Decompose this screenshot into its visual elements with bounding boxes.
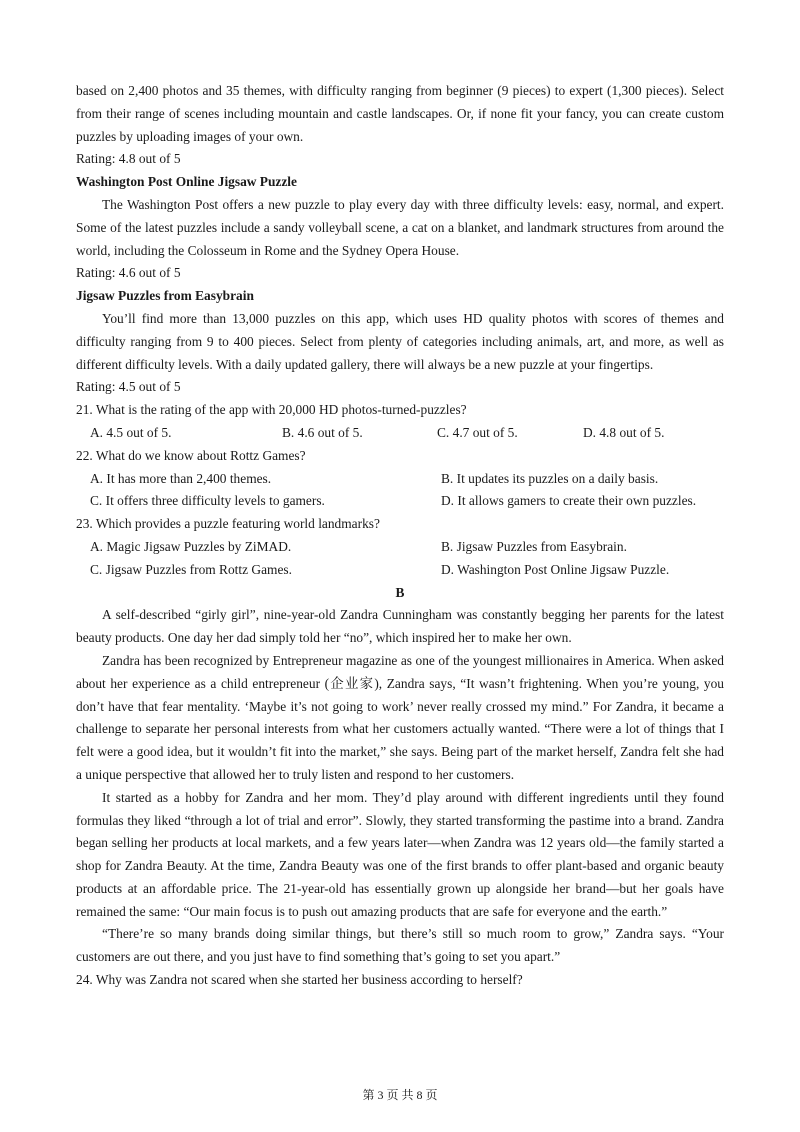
app-title: Washington Post Online Jigsaw Puzzle (76, 174, 297, 190)
option-d: D. Washington Post Online Jigsaw Puzzle. (441, 561, 670, 577)
option-b: B. It updates its puzzles on a daily basis. (441, 470, 659, 486)
option-a: A. It has more than 2,400 themes. (90, 470, 272, 486)
question-23-options-row2 (76, 559, 724, 582)
option-b: B. Jigsaw Puzzles from Easybrain. (441, 538, 627, 554)
question-22-options-row2 (76, 490, 724, 513)
option-a: A. 4.5 out of 5. (90, 424, 172, 440)
option-d: D. It allows gamers to create their own puzzles. (441, 493, 697, 509)
app-description: You’ll find more than 13,000 puzzles on this app, which uses HD quality photos with scores of themes and difficulty ranging from 9 to 400 pieces. Select from plenty of categories including animals, art, and more, as well as different difficulty levels. With a daily updated gallery, there will always be a new puzzle at your fingertips. (76, 310, 724, 372)
passage-paragraph: Zandra has been recognized by Entrepreneur magazine as one of the youngest millionaires in America. When asked about her experience as a child entrepreneur (企业家), Zandra says, “It wasn’t frightening. When you’re young, you don’t have that fear mentality. ‘Maybe it’s not going to work’ never really crossed my mind.” For Zandra, it became a challenge to separate her personal interests from what her customers actually wanted. “There were a lot of things that I felt were a good idea, but it wouldn’t fit into the market,” she says. Being part of the market herself, Zandra felt she had a unique perspective that allowed her to truly listen and respond to her customers. (76, 652, 724, 782)
question-21-options (76, 422, 724, 445)
passage-paragraph: “There’re so many brands doing similar things, but there’s still so much room to grow,” Zandra says. “Your customers are out there, and you just have to find something that’s going to set you apart.” (76, 926, 724, 965)
option-c: C. Jigsaw Puzzles from Rottz Games. (90, 561, 292, 577)
rating-text: Rating: 4.8 out of 5 (76, 151, 181, 167)
question-23-options-row1 (76, 536, 724, 559)
question-23-stem: 23. Which provides a puzzle featuring world landmarks? (76, 516, 380, 532)
option-b: B. 4.6 out of 5. (282, 424, 363, 440)
option-c: C. It offers three difficulty levels to gamers. (90, 493, 325, 509)
intro-paragraph: based on 2,400 photos and 35 themes, with difficulty ranging from beginner (9 pieces) to expert (1,300 pieces). Select from their range of scenes including mountain and castle landscapes. Or, if none fit your fancy, you can create custom puzzles by uploading images of your own. (76, 83, 724, 144)
app-title: Jigsaw Puzzles from Easybrain (76, 288, 254, 304)
question-21-stem: 21. What is the rating of the app with 20,000 HD photos-turned-puzzles? (76, 402, 467, 418)
page-content (76, 80, 724, 992)
option-c: C. 4.7 out of 5. (437, 424, 518, 440)
question-22-stem: 22. What do we know about Rottz Games? (76, 447, 306, 463)
rating-text: Rating: 4.6 out of 5 (76, 265, 181, 281)
passage-paragraph: It started as a hobby for Zandra and her mom. They’d play around with different ingredients until they found formulas they liked “through a lot of trial and error”. Slowly, they started transforming the pastime into a brand. Zandra began selling her products at local markets, and a few years later—when Zandra was 12 years old—the family started a shop for Zandra Beauty. At the time, Zandra Beauty was one of the first brands to offer plant-based and organic beauty products at an affordable price. The 21-year-old has essentially grown up alongside her brand—but her goals have remained the same: “Our main focus is to push out amazing products that are safe for everyone and the earth.” (76, 789, 724, 919)
question-22-options-row1 (76, 468, 724, 491)
page-number-footer: 第 3 页 共 8 页 (362, 1088, 438, 1102)
option-d: D. 4.8 out of 5. (583, 424, 665, 440)
question-24-stem: 24. Why was Zandra not scared when she started her business according to herself? (76, 972, 523, 988)
passage-paragraph: A self-described “girly girl”, nine-year-old Zandra Cunningham was constantly begging her parents for the latest beauty products. One day her dad simply told her “no”, which inspired her to make her own. (76, 607, 724, 646)
section-b-heading: B (395, 584, 405, 600)
option-a: A. Magic Jigsaw Puzzles by ZiMAD. (90, 538, 292, 554)
app-description: The Washington Post offers a new puzzle to play every day with three difficulty levels: easy, normal, and expert. Some of the latest puzzles include a sandy volleyball scene, a cat on a blanket, and landmark structures from around the world, including the Colosseum in Rome and the Sydney Opera House. (76, 196, 724, 258)
rating-text: Rating: 4.5 out of 5 (76, 379, 181, 395)
